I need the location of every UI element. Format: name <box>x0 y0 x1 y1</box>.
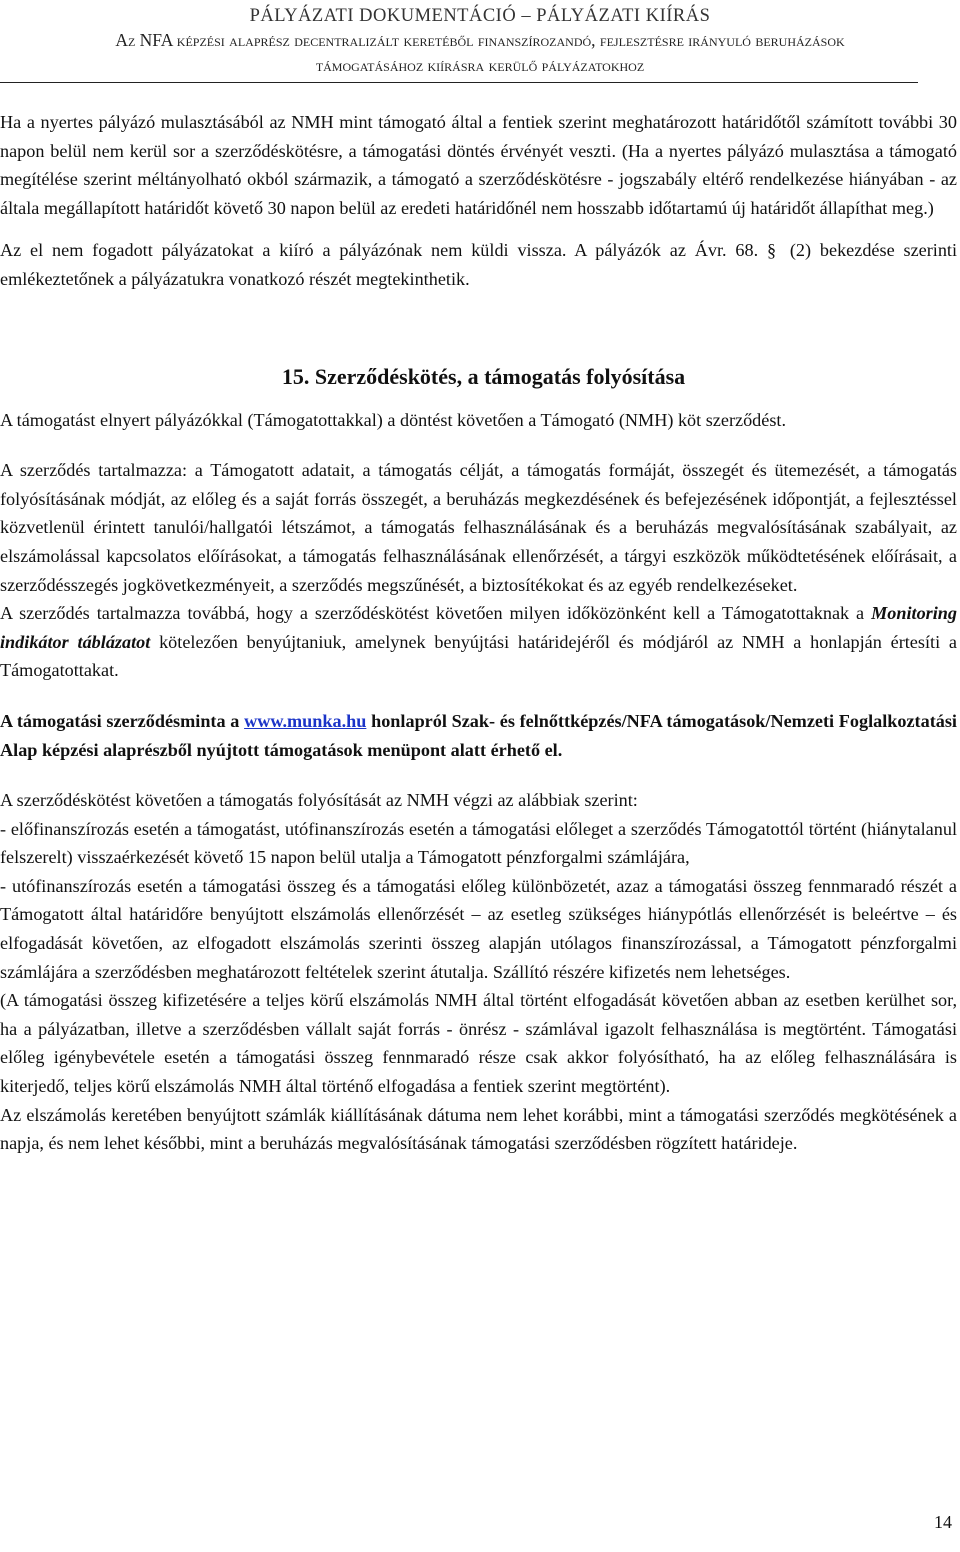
paragraph-deadline: Ha a nyertes pályázó mulasztásából az NMH mint támogató által a fentiek szerint meghatározott határidőtől számított további 30 napon belül nem kerül sor a szerződéskötésre, a támogatási döntés érvényét veszti. (Ha a nyertes pályázó mulasztása a támogató megítélése szerint méltányolható okból származik, a támogató a szerződéskötésre - jogszabály eltérő rendelkezése hiányában - az általa megállapított határidőt követő 30 napon belül az eredeti határidőnél nem hosszabb időtartamú új határidőt állapíthat meg.) <box>0 112 957 218</box>
page-header <box>0 0 960 83</box>
monitoring-table-term: Monitoring indikátor táblázatot <box>0 603 958 652</box>
header-divider <box>0 82 918 83</box>
paragraph-payout-conditions: (A támogatási összeg kifizetésére a teljes körű elszámolás NMH által történt elfogadását követően abban az esetben kerülhet sor, ha a pályázatban, illetve a szerződésben vállalt saját forrás - önrész - számlával igazolt felhasználása is megtörtént. Támogatási előleg igénybevétele esetén a támogatási összeg fennmaradó része csak akkor folyósítható, ha az előleg felhasználására is kiterjedő, teljes körű elszámolás NMH által történő elfogadása a fentiek szerint megtörtént). <box>0 990 957 1097</box>
munka-hu-link[interactable]: www.munka.hu <box>244 710 367 731</box>
document-body <box>0 108 957 1158</box>
monitoring-text-b: kötelezően benyújtaniuk, amelynek benyújtási határidejéről és módjáról az NMH a honlapján értesíti a Támogatottakat. <box>0 631 957 681</box>
paragraph-disbursement-intro: A szerződéskötést követően a támogatás folyósítását az NMH végzi az alábbiak szerint: <box>0 790 638 811</box>
paragraph-monitoring <box>0 599 957 685</box>
document-subtitle-line1: Az NFA képzési alaprész decentralizált keretéből finanszírozandó, fejlesztésre irányuló beruházások <box>115 30 845 50</box>
section-sign: § <box>767 240 777 261</box>
monitoring-text-a: A szerződés tartalmazza továbbá, hogy a szerződéskötést követően milyen időközönként kell a Támogatottaknak a <box>0 603 865 624</box>
rejected-text-b: (2) bekezdése szerinti emlékeztetőnek a pályázatukra vonatkozó részét megtekinthetik. <box>0 240 958 289</box>
paragraph-invoice-dates: Az elszámolás keretében benyújtott számlák kiállításának dátuma nem lehet korábbi, mint a támogatási szerződés megkötésének a napja, és nem lehet későbbi, mint a beruházás megvalósításának támogatási szerződésben rögzített határideje. <box>0 1104 957 1154</box>
template-text-b: honlapról Szak- és felnőttképzés/NFA támogatások/Nemzeti Foglalkoztatási Alap képzési alaprészből nyújtott támogatások menüpont alatt érhető el. <box>0 710 957 760</box>
template-text-a: A támogatási szerződésminta a <box>0 710 240 731</box>
list-item-postfinancing: - utófinanszírozás esetén a támogatási összeg és a támogatási előleg különbözetét, azaz a támogatási összeg fennmaradó részét a Támogatott által határidőre benyújtott elszámolás ellenőrzését – az esetleg szükséges hiánypótlás ellenőrzését is beleértve – és elfogadását követően, az elfogadott elszámolás szerinti összeg alapján utólagos finanszírozással, a Támogatott pénzforgalmi számlájára a szerződésben meghatározott feltételek szerint átutalja. Szállító részére kifizetés nem lehetséges. <box>0 875 957 982</box>
rejected-text-a: Az el nem fogadott pályázatokat a kiíró a pályázónak nem küldi vissza. A pályázók az Ávr. 68. <box>0 240 759 261</box>
paragraph-contract-intro: A támogatást elnyert pályázókkal (Támogatottakkal) a döntést követően a Támogató (NMH) köt szerződést. <box>0 409 787 430</box>
paragraph-contract-contents: A szerződés tartalmazza: a Támogatott adatait, a támogatás célját, a támogatás formáját, összegét és ütemezését, a támogatás folyósításának módját, az előleg és a saját forrás összegét, a beruházás megkezdésének és befejezésének időpontját, a fejlesztéssel közvetlenül érintett tanulói/hallgatói létszámot, a támogatás felhasználásának és a beruházás megvalósításának szabályait, az elszámolással kapcsolatos előírásokat, a támogatás felhasználásának ellenőrzését, a tárgyi eszközök működtetésének előírásait, a szerződésszegés jogkövetkezményeit, a szerződés megszűnését, a biztosítékokat és az egyéb rendelkezéseket. <box>0 460 957 595</box>
page-number: 14 <box>934 1512 952 1532</box>
paragraph-rejected-applications <box>0 236 957 293</box>
paragraph-contract-template <box>0 707 957 764</box>
section-heading: 15. Szerződéskötés, a támogatás folyósítása <box>281 363 686 389</box>
document-title: PÁLYÁZATI DOKUMENTÁCIÓ – PÁLYÁZATI KIÍRÁS <box>249 6 711 26</box>
list-item-prefinancing: - előfinanszírozás esetén a támogatást, utófinanszírozás esetén a támogatási előleget a szerződés Támogatottól történt (hiánytalanul felszerelt) visszaérkezését követő 15 napon belül utalja a Támogatott pénzforgalmi számlájára, <box>0 818 957 868</box>
document-subtitle-line2: támogatásához kiírásra kerülő pályázatokhoz <box>315 55 645 75</box>
